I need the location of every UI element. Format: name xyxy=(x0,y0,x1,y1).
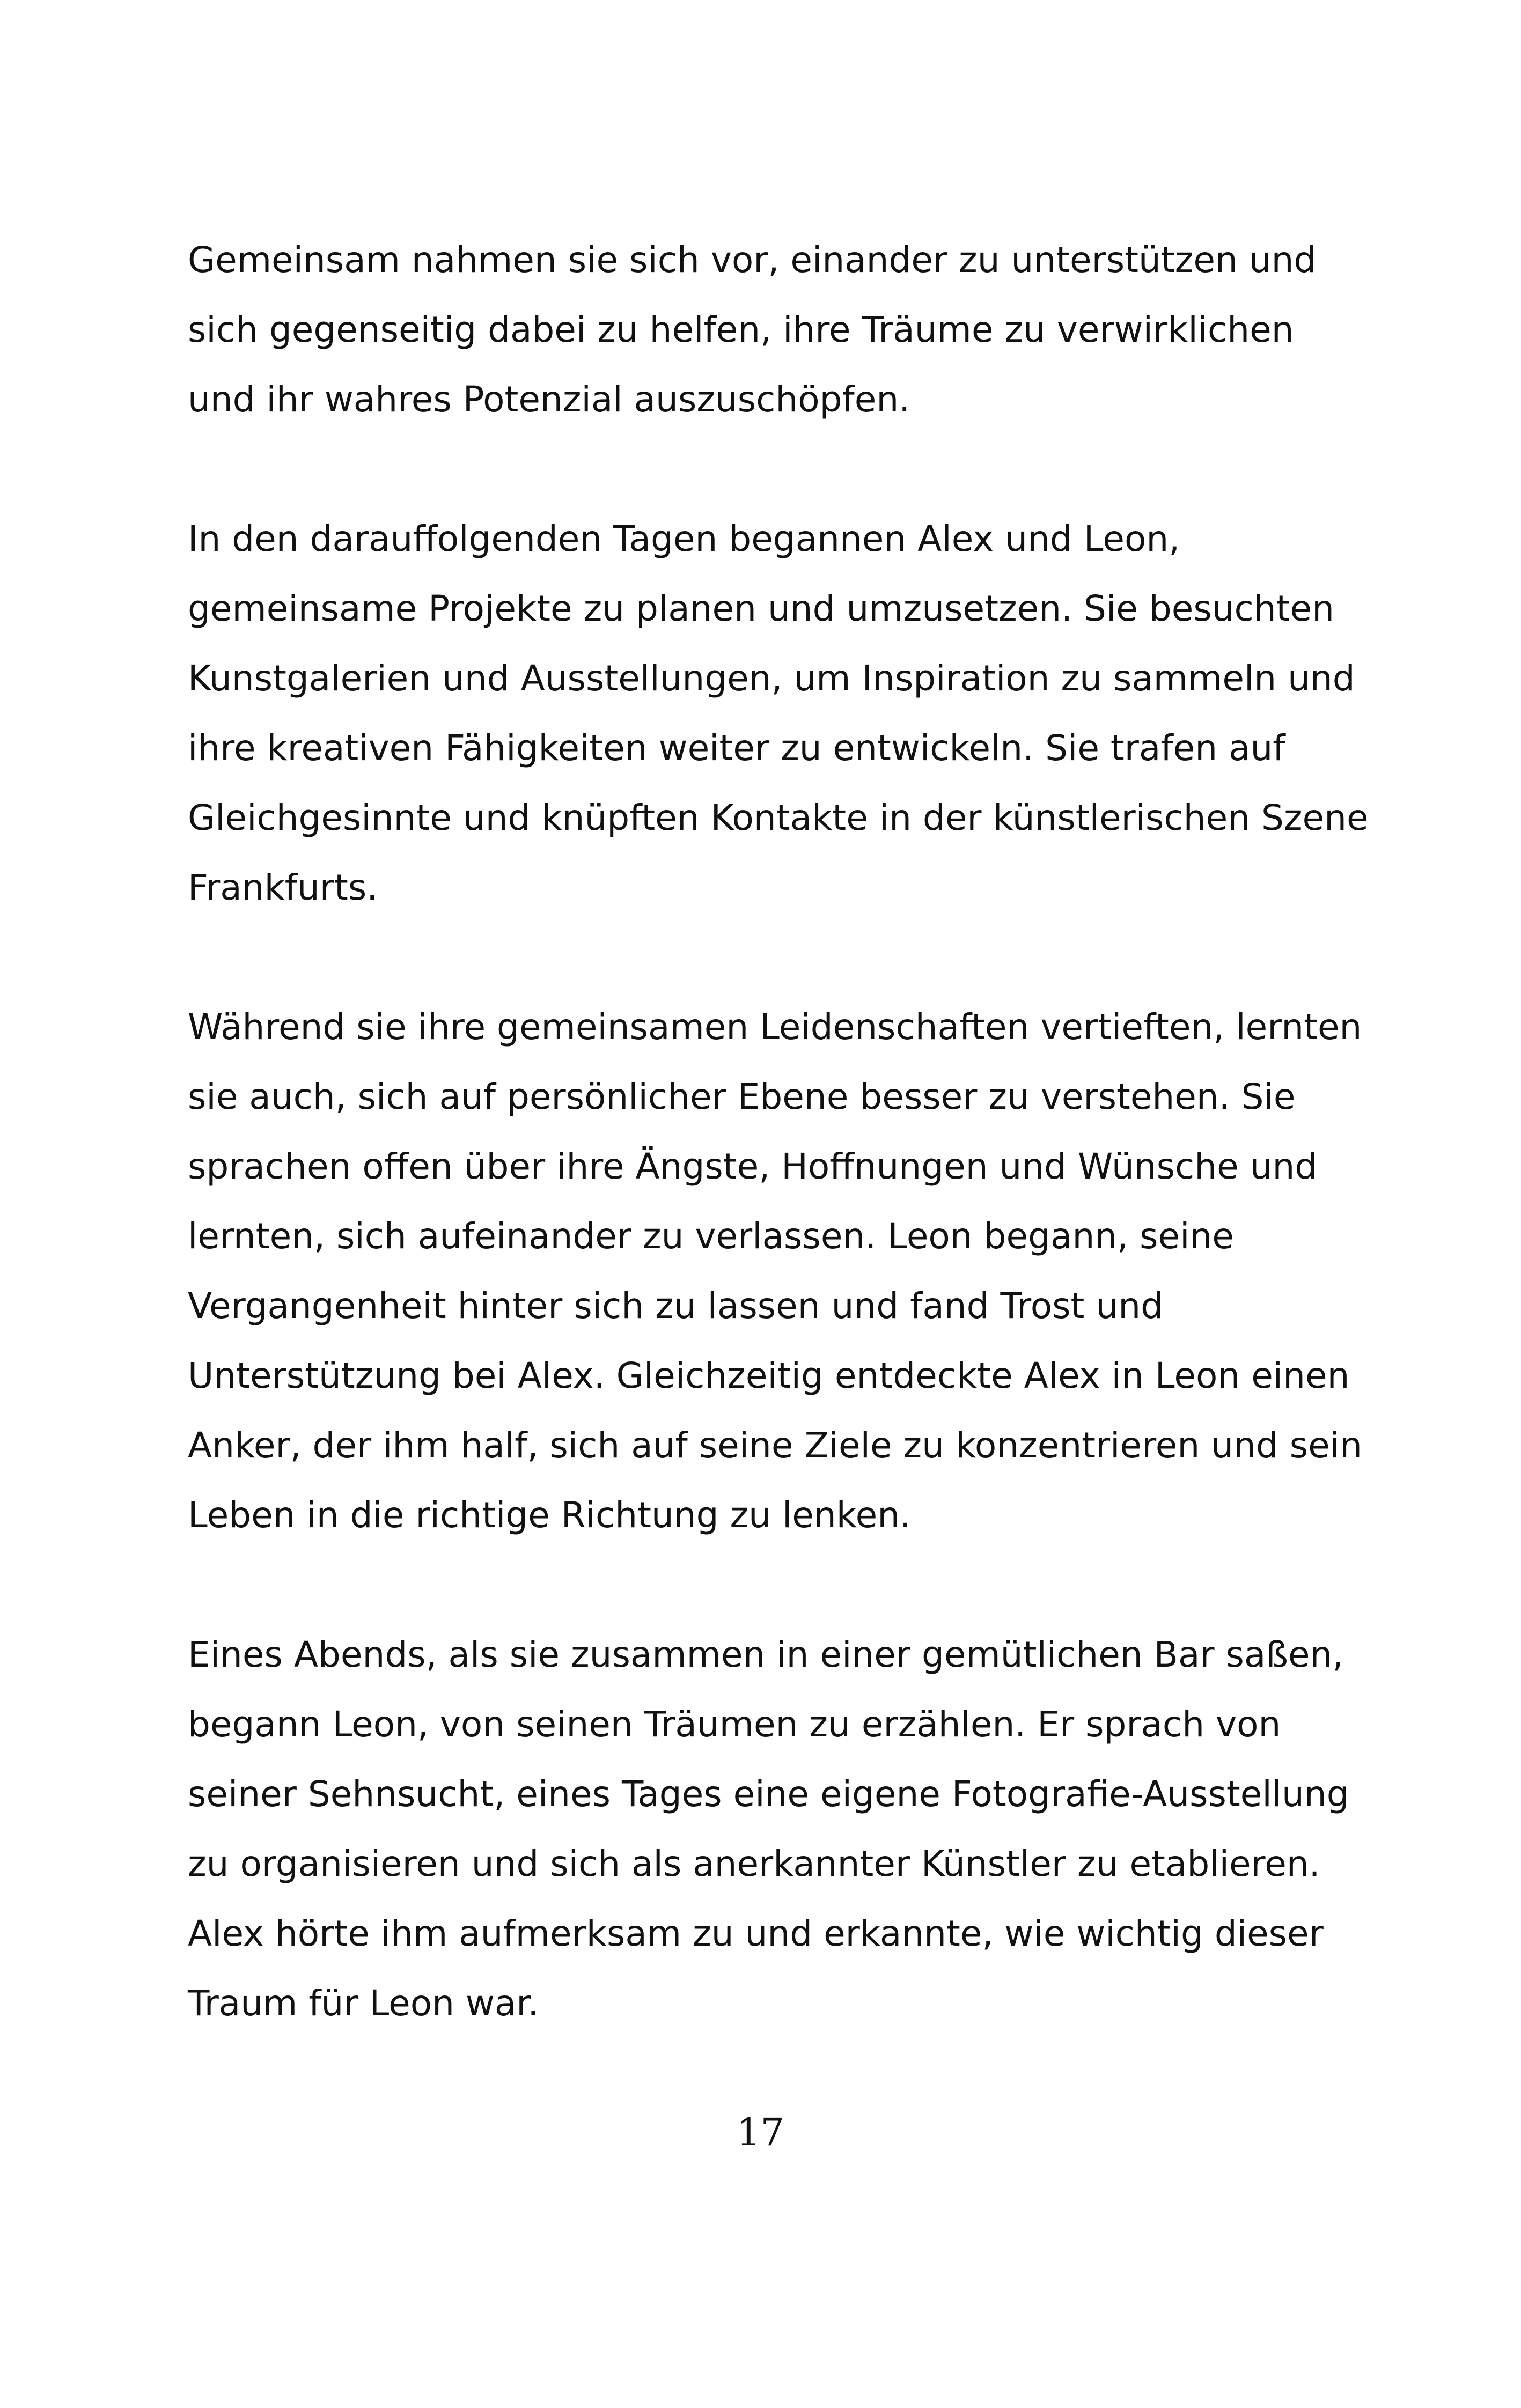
text-line: Eines Abends, als sie zusammen in einer gemütlichen Bar saßen, xyxy=(188,1634,1344,1675)
text-line: und ihr wahres Potenzial auszuschöpfen. xyxy=(188,379,910,420)
text-line: Unterstützung bei Alex. Gleichzeitig entdeckte Alex in Leon einen xyxy=(188,1355,1350,1396)
text-line: Gleichgesinnte und knüpften Kontakte in der künstlerischen Szene xyxy=(188,797,1369,838)
paragraph-2 xyxy=(188,504,1369,923)
text-line: begann Leon, von seinen Träumen zu erzählen. Er sprach von xyxy=(188,1704,1281,1745)
text-line: In den darauffolgenden Tagen begannen Alex und Leon, xyxy=(188,518,1180,559)
text-line: seiner Sehnsucht, eines Tages eine eigene Fotografie-Ausstellung xyxy=(188,1773,1349,1815)
text-line: Gemeinsam nahmen sie sich vor, einander zu unterstützen und xyxy=(188,239,1317,281)
text-line: Anker, der ihm half, sich auf seine Ziele zu konzentrieren und sein xyxy=(188,1425,1362,1466)
text-line: Kunstgalerien und Ausstellungen, um Inspiration zu sammeln und xyxy=(188,658,1355,699)
text-line: zu organisieren und sich als anerkannter Künstler zu etablieren. xyxy=(188,1843,1320,1884)
paragraph-4 xyxy=(188,1620,1347,2038)
paragraph-3 xyxy=(188,992,1362,1550)
text-line: Leben in die richtige Richtung zu lenken. xyxy=(188,1494,912,1536)
text-line: Frankfurts. xyxy=(188,867,378,908)
text-line: gemeinsame Projekte zu planen und umzusetzen. Sie besuchten xyxy=(188,588,1334,629)
paragraph-1 xyxy=(188,225,1347,435)
text-line: Traum für Leon war. xyxy=(188,1983,539,2024)
text-line: sprachen offen über ihre Ängste, Hoffnungen und Wünsche und xyxy=(188,1146,1318,1187)
text-line: Während sie ihre gemeinsamen Leidenschaften vertieften, lernten xyxy=(188,1006,1362,1048)
text-line: sich gegenseitig dabei zu helfen, ihre Träume zu verwirklichen xyxy=(188,309,1294,350)
text-line: Alex hörte ihm aufmerksam zu und erkannte, wie wichtig dieser xyxy=(188,1913,1324,1954)
page-number: 17 xyxy=(736,2110,785,2154)
text-line: Vergangenheit hinter sich zu lassen und fand Trost und xyxy=(188,1285,1163,1327)
text-line: lernten, sich aufeinander zu verlassen. Leon begann, seine xyxy=(188,1216,1234,1257)
body-text xyxy=(188,225,1369,2108)
text-line: ihre kreativen Fähigkeiten weiter zu entwickeln. Sie trafen auf xyxy=(188,727,1285,769)
text-line: sie auch, sich auf persönlicher Ebene besser zu verstehen. Sie xyxy=(188,1076,1296,1117)
